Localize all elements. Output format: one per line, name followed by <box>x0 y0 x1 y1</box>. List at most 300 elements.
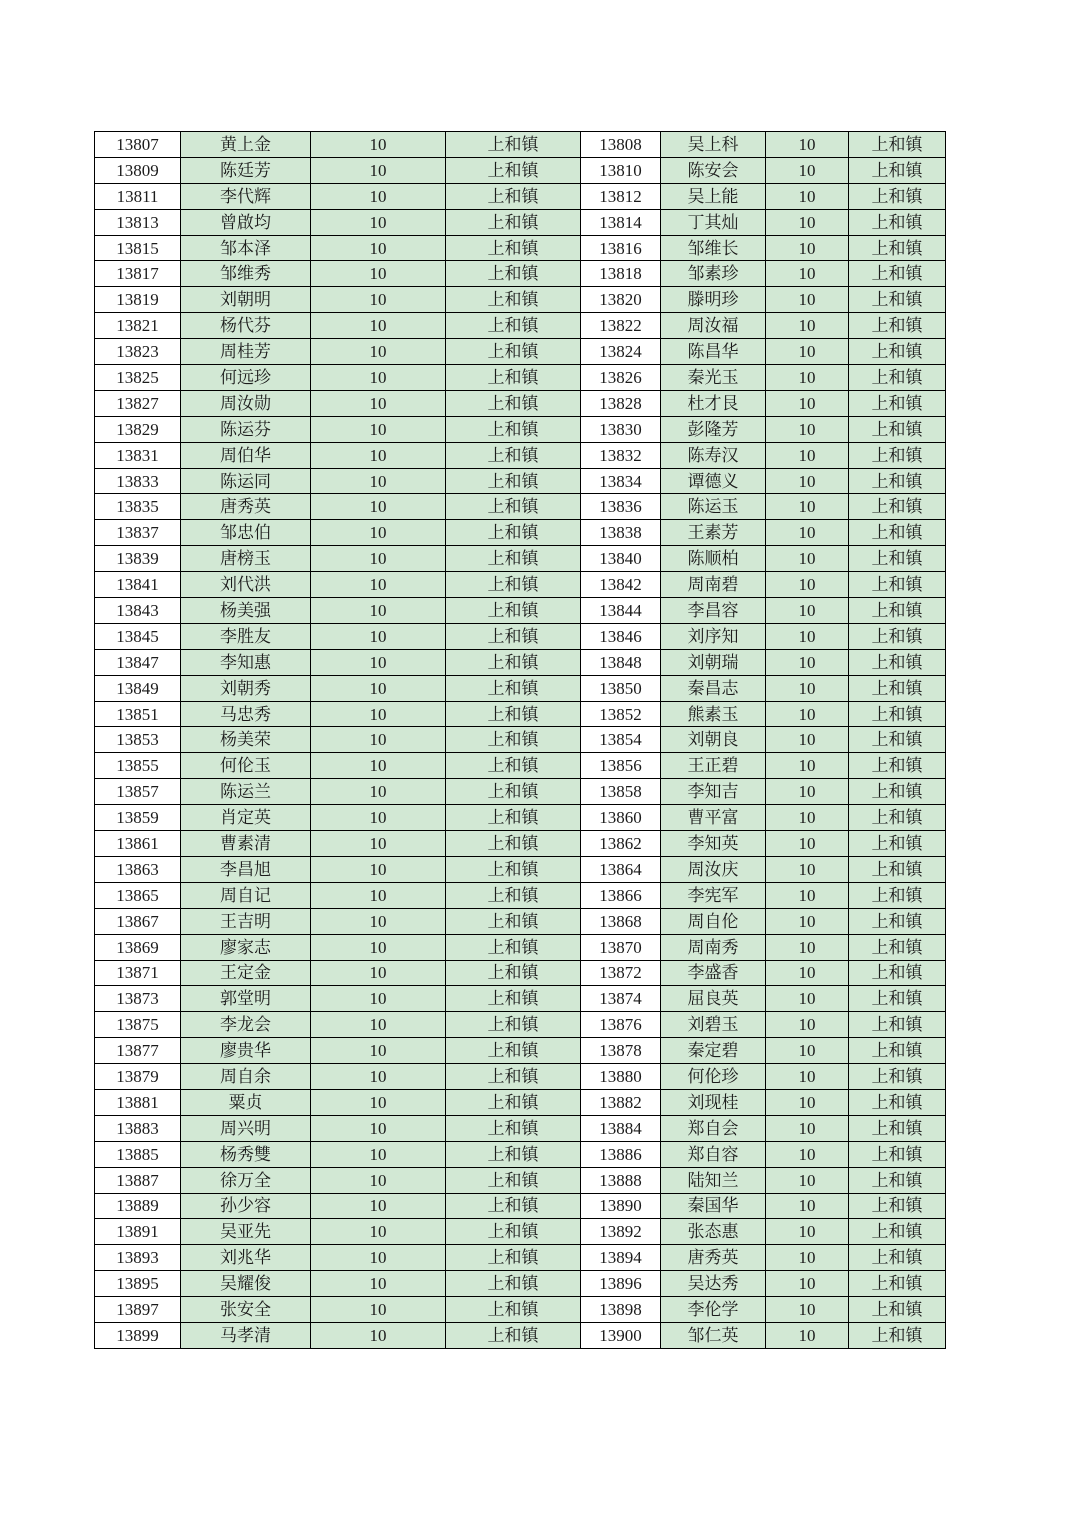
serial-cell: 13900 <box>581 1322 661 1348</box>
town-cell: 上和镇 <box>446 287 581 313</box>
serial-cell: 13852 <box>581 701 661 727</box>
table-row <box>95 701 946 727</box>
table-row <box>95 1141 946 1167</box>
table-row <box>95 287 946 313</box>
serial-cell: 13869 <box>95 934 181 960</box>
town-cell: 上和镇 <box>446 805 581 831</box>
town-cell: 上和镇 <box>446 235 581 261</box>
amount-cell: 10 <box>311 1141 446 1167</box>
serial-cell: 13870 <box>581 934 661 960</box>
name-cell: 李昌旭 <box>181 856 311 882</box>
name-cell: 陆知兰 <box>661 1167 766 1193</box>
town-cell: 上和镇 <box>446 649 581 675</box>
amount-cell: 10 <box>766 1089 849 1115</box>
serial-cell: 13811 <box>95 183 181 209</box>
town-cell: 上和镇 <box>446 727 581 753</box>
serial-cell: 13823 <box>95 339 181 365</box>
name-cell: 邹本泽 <box>181 235 311 261</box>
roster-table-body <box>95 132 946 1349</box>
amount-cell: 10 <box>311 287 446 313</box>
town-cell: 上和镇 <box>446 986 581 1012</box>
town-cell: 上和镇 <box>446 908 581 934</box>
serial-cell: 13867 <box>95 908 181 934</box>
town-cell: 上和镇 <box>849 339 946 365</box>
name-cell: 陈昌华 <box>661 339 766 365</box>
town-cell: 上和镇 <box>849 546 946 572</box>
table-row <box>95 1322 946 1348</box>
table-row <box>95 520 946 546</box>
serial-cell: 13825 <box>95 365 181 391</box>
serial-cell: 13859 <box>95 805 181 831</box>
name-cell: 唐秀英 <box>181 494 311 520</box>
town-cell: 上和镇 <box>849 520 946 546</box>
serial-cell: 13826 <box>581 365 661 391</box>
serial-cell: 13836 <box>581 494 661 520</box>
amount-cell: 10 <box>311 1322 446 1348</box>
table-row <box>95 1193 946 1219</box>
town-cell: 上和镇 <box>446 882 581 908</box>
town-cell: 上和镇 <box>849 908 946 934</box>
serial-cell: 13875 <box>95 1012 181 1038</box>
amount-cell: 10 <box>311 1245 446 1271</box>
table-row <box>95 494 946 520</box>
serial-cell: 13890 <box>581 1193 661 1219</box>
table-row <box>95 157 946 183</box>
name-cell: 邹仁英 <box>661 1322 766 1348</box>
serial-cell: 13814 <box>581 209 661 235</box>
serial-cell: 13813 <box>95 209 181 235</box>
amount-cell: 10 <box>311 727 446 753</box>
table-row <box>95 1038 946 1064</box>
serial-cell: 13894 <box>581 1245 661 1271</box>
name-cell: 刘碧玉 <box>661 1012 766 1038</box>
town-cell: 上和镇 <box>446 1219 581 1245</box>
amount-cell: 10 <box>311 1064 446 1090</box>
amount-cell: 10 <box>311 908 446 934</box>
serial-cell: 13846 <box>581 623 661 649</box>
amount-cell: 10 <box>311 934 446 960</box>
town-cell: 上和镇 <box>849 261 946 287</box>
serial-cell: 13858 <box>581 779 661 805</box>
name-cell: 杨代芬 <box>181 313 311 339</box>
town-cell: 上和镇 <box>849 494 946 520</box>
town-cell: 上和镇 <box>446 753 581 779</box>
name-cell: 李伦学 <box>661 1297 766 1323</box>
name-cell: 王定金 <box>181 960 311 986</box>
serial-cell: 13889 <box>95 1193 181 1219</box>
town-cell: 上和镇 <box>446 416 581 442</box>
amount-cell: 10 <box>766 1064 849 1090</box>
amount-cell: 10 <box>766 313 849 339</box>
town-cell: 上和镇 <box>849 183 946 209</box>
serial-cell: 13812 <box>581 183 661 209</box>
town-cell: 上和镇 <box>849 157 946 183</box>
name-cell: 吴耀俊 <box>181 1271 311 1297</box>
table-row <box>95 934 946 960</box>
name-cell: 刘朝良 <box>661 727 766 753</box>
name-cell: 邹维长 <box>661 235 766 261</box>
amount-cell: 10 <box>766 261 849 287</box>
amount-cell: 10 <box>766 1271 849 1297</box>
amount-cell: 10 <box>766 235 849 261</box>
amount-cell: 10 <box>766 416 849 442</box>
town-cell: 上和镇 <box>849 960 946 986</box>
serial-cell: 13880 <box>581 1064 661 1090</box>
amount-cell: 10 <box>766 520 849 546</box>
name-cell: 刘代洪 <box>181 572 311 598</box>
amount-cell: 10 <box>766 623 849 649</box>
town-cell: 上和镇 <box>849 1064 946 1090</box>
table-row <box>95 1219 946 1245</box>
amount-cell: 10 <box>766 1322 849 1348</box>
serial-cell: 13899 <box>95 1322 181 1348</box>
serial-cell: 13856 <box>581 753 661 779</box>
amount-cell: 10 <box>766 649 849 675</box>
town-cell: 上和镇 <box>446 1297 581 1323</box>
amount-cell: 10 <box>766 1219 849 1245</box>
town-cell: 上和镇 <box>446 779 581 805</box>
amount-cell: 10 <box>766 494 849 520</box>
table-row <box>95 572 946 598</box>
serial-cell: 13841 <box>95 572 181 598</box>
amount-cell: 10 <box>766 157 849 183</box>
town-cell: 上和镇 <box>446 1141 581 1167</box>
name-cell: 张态惠 <box>661 1219 766 1245</box>
amount-cell: 10 <box>766 390 849 416</box>
serial-cell: 13879 <box>95 1064 181 1090</box>
serial-cell: 13876 <box>581 1012 661 1038</box>
serial-cell: 13842 <box>581 572 661 598</box>
serial-cell: 13815 <box>95 235 181 261</box>
town-cell: 上和镇 <box>849 572 946 598</box>
town-cell: 上和镇 <box>849 1297 946 1323</box>
table-row <box>95 468 946 494</box>
table-row <box>95 1012 946 1038</box>
name-cell: 丁其灿 <box>661 209 766 235</box>
town-cell: 上和镇 <box>446 365 581 391</box>
serial-cell: 13896 <box>581 1271 661 1297</box>
name-cell: 周汝勋 <box>181 390 311 416</box>
town-cell: 上和镇 <box>849 132 946 158</box>
amount-cell: 10 <box>766 856 849 882</box>
amount-cell: 10 <box>311 1167 446 1193</box>
serial-cell: 13897 <box>95 1297 181 1323</box>
amount-cell: 10 <box>311 572 446 598</box>
name-cell: 刘朝明 <box>181 287 311 313</box>
amount-cell: 10 <box>766 1193 849 1219</box>
town-cell: 上和镇 <box>446 546 581 572</box>
amount-cell: 10 <box>311 675 446 701</box>
name-cell: 徐万全 <box>181 1167 311 1193</box>
serial-cell: 13892 <box>581 1219 661 1245</box>
amount-cell: 10 <box>311 960 446 986</box>
table-row <box>95 546 946 572</box>
amount-cell: 10 <box>311 313 446 339</box>
name-cell: 李宪军 <box>661 882 766 908</box>
name-cell: 李胜友 <box>181 623 311 649</box>
serial-cell: 13857 <box>95 779 181 805</box>
town-cell: 上和镇 <box>446 209 581 235</box>
amount-cell: 10 <box>311 520 446 546</box>
town-cell: 上和镇 <box>446 1064 581 1090</box>
name-cell: 秦光玉 <box>661 365 766 391</box>
name-cell: 曹平富 <box>661 805 766 831</box>
town-cell: 上和镇 <box>849 675 946 701</box>
amount-cell: 10 <box>311 1219 446 1245</box>
amount-cell: 10 <box>766 960 849 986</box>
serial-cell: 13837 <box>95 520 181 546</box>
name-cell: 何远珍 <box>181 365 311 391</box>
name-cell: 粟贞 <box>181 1089 311 1115</box>
town-cell: 上和镇 <box>446 183 581 209</box>
amount-cell: 10 <box>766 934 849 960</box>
amount-cell: 10 <box>311 1089 446 1115</box>
town-cell: 上和镇 <box>446 1167 581 1193</box>
name-cell: 杜才艮 <box>661 390 766 416</box>
amount-cell: 10 <box>311 856 446 882</box>
name-cell: 周汝福 <box>661 313 766 339</box>
town-cell: 上和镇 <box>446 261 581 287</box>
amount-cell: 10 <box>311 442 446 468</box>
town-cell: 上和镇 <box>446 520 581 546</box>
town-cell: 上和镇 <box>446 598 581 624</box>
serial-cell: 13895 <box>95 1271 181 1297</box>
amount-cell: 10 <box>311 209 446 235</box>
name-cell: 周自记 <box>181 882 311 908</box>
town-cell: 上和镇 <box>849 365 946 391</box>
amount-cell: 10 <box>766 831 849 857</box>
serial-cell: 13886 <box>581 1141 661 1167</box>
town-cell: 上和镇 <box>446 1012 581 1038</box>
town-cell: 上和镇 <box>446 339 581 365</box>
town-cell: 上和镇 <box>849 287 946 313</box>
serial-cell: 13830 <box>581 416 661 442</box>
serial-cell: 13820 <box>581 287 661 313</box>
serial-cell: 13808 <box>581 132 661 158</box>
serial-cell: 13809 <box>95 157 181 183</box>
amount-cell: 10 <box>766 779 849 805</box>
name-cell: 李知英 <box>661 831 766 857</box>
amount-cell: 10 <box>766 546 849 572</box>
town-cell: 上和镇 <box>446 1115 581 1141</box>
town-cell: 上和镇 <box>849 1193 946 1219</box>
name-cell: 刘现桂 <box>661 1089 766 1115</box>
name-cell: 彭隆芳 <box>661 416 766 442</box>
town-cell: 上和镇 <box>849 727 946 753</box>
table-row <box>95 986 946 1012</box>
name-cell: 廖贵华 <box>181 1038 311 1064</box>
serial-cell: 13844 <box>581 598 661 624</box>
town-cell: 上和镇 <box>446 313 581 339</box>
town-cell: 上和镇 <box>446 494 581 520</box>
town-cell: 上和镇 <box>849 390 946 416</box>
serial-cell: 13821 <box>95 313 181 339</box>
amount-cell: 10 <box>766 986 849 1012</box>
serial-cell: 13873 <box>95 986 181 1012</box>
amount-cell: 10 <box>311 986 446 1012</box>
town-cell: 上和镇 <box>849 1089 946 1115</box>
name-cell: 李龙会 <box>181 1012 311 1038</box>
town-cell: 上和镇 <box>446 1322 581 1348</box>
name-cell: 周南碧 <box>661 572 766 598</box>
amount-cell: 10 <box>766 675 849 701</box>
name-cell: 黄上金 <box>181 132 311 158</box>
serial-cell: 13818 <box>581 261 661 287</box>
table-row <box>95 1271 946 1297</box>
table-row <box>95 313 946 339</box>
serial-cell: 13838 <box>581 520 661 546</box>
serial-cell: 13816 <box>581 235 661 261</box>
serial-cell: 13893 <box>95 1245 181 1271</box>
town-cell: 上和镇 <box>446 572 581 598</box>
serial-cell: 13855 <box>95 753 181 779</box>
name-cell: 陈安会 <box>661 157 766 183</box>
table-row <box>95 960 946 986</box>
table-row <box>95 675 946 701</box>
name-cell: 周自余 <box>181 1064 311 1090</box>
town-cell: 上和镇 <box>849 1038 946 1064</box>
amount-cell: 10 <box>311 416 446 442</box>
serial-cell: 13839 <box>95 546 181 572</box>
serial-cell: 13834 <box>581 468 661 494</box>
table-row <box>95 1115 946 1141</box>
town-cell: 上和镇 <box>849 831 946 857</box>
town-cell: 上和镇 <box>849 1167 946 1193</box>
amount-cell: 10 <box>311 779 446 805</box>
town-cell: 上和镇 <box>446 856 581 882</box>
serial-cell: 13862 <box>581 831 661 857</box>
serial-cell: 13819 <box>95 287 181 313</box>
serial-cell: 13847 <box>95 649 181 675</box>
amount-cell: 10 <box>311 261 446 287</box>
amount-cell: 10 <box>311 494 446 520</box>
table-row <box>95 183 946 209</box>
name-cell: 李知吉 <box>661 779 766 805</box>
table-row <box>95 753 946 779</box>
name-cell: 杨美荣 <box>181 727 311 753</box>
amount-cell: 10 <box>311 623 446 649</box>
table-row <box>95 598 946 624</box>
town-cell: 上和镇 <box>849 1322 946 1348</box>
amount-cell: 10 <box>766 1167 849 1193</box>
name-cell: 陈寿汉 <box>661 442 766 468</box>
town-cell: 上和镇 <box>849 986 946 1012</box>
name-cell: 秦国华 <box>661 1193 766 1219</box>
amount-cell: 10 <box>311 546 446 572</box>
name-cell: 孙少容 <box>181 1193 311 1219</box>
table-row <box>95 1089 946 1115</box>
town-cell: 上和镇 <box>446 390 581 416</box>
serial-cell: 13828 <box>581 390 661 416</box>
town-cell: 上和镇 <box>446 1089 581 1115</box>
serial-cell: 13863 <box>95 856 181 882</box>
amount-cell: 10 <box>311 831 446 857</box>
amount-cell: 10 <box>311 805 446 831</box>
name-cell: 曾啟均 <box>181 209 311 235</box>
name-cell: 唐秀英 <box>661 1245 766 1271</box>
serial-cell: 13885 <box>95 1141 181 1167</box>
town-cell: 上和镇 <box>849 1115 946 1141</box>
name-cell: 李昌容 <box>661 598 766 624</box>
town-cell: 上和镇 <box>446 157 581 183</box>
serial-cell: 13833 <box>95 468 181 494</box>
name-cell: 廖家志 <box>181 934 311 960</box>
amount-cell: 10 <box>766 183 849 209</box>
amount-cell: 10 <box>311 1038 446 1064</box>
amount-cell: 10 <box>766 753 849 779</box>
town-cell: 上和镇 <box>849 468 946 494</box>
serial-cell: 13824 <box>581 339 661 365</box>
amount-cell: 10 <box>766 209 849 235</box>
serial-cell: 13864 <box>581 856 661 882</box>
name-cell: 周汝庆 <box>661 856 766 882</box>
table-row <box>95 1064 946 1090</box>
name-cell: 刘序知 <box>661 623 766 649</box>
town-cell: 上和镇 <box>446 701 581 727</box>
serial-cell: 13891 <box>95 1219 181 1245</box>
table-row <box>95 779 946 805</box>
serial-cell: 13827 <box>95 390 181 416</box>
amount-cell: 10 <box>311 882 446 908</box>
amount-cell: 10 <box>766 1038 849 1064</box>
serial-cell: 13887 <box>95 1167 181 1193</box>
name-cell: 马忠秀 <box>181 701 311 727</box>
serial-cell: 13853 <box>95 727 181 753</box>
amount-cell: 10 <box>766 132 849 158</box>
serial-cell: 13872 <box>581 960 661 986</box>
serial-cell: 13845 <box>95 623 181 649</box>
town-cell: 上和镇 <box>446 1038 581 1064</box>
town-cell: 上和镇 <box>849 1245 946 1271</box>
name-cell: 陈运芬 <box>181 416 311 442</box>
name-cell: 李知惠 <box>181 649 311 675</box>
amount-cell: 10 <box>311 132 446 158</box>
town-cell: 上和镇 <box>849 235 946 261</box>
table-row <box>95 856 946 882</box>
town-cell: 上和镇 <box>446 1271 581 1297</box>
table-row <box>95 727 946 753</box>
amount-cell: 10 <box>766 1012 849 1038</box>
amount-cell: 10 <box>311 365 446 391</box>
table-row <box>95 416 946 442</box>
serial-cell: 13854 <box>581 727 661 753</box>
name-cell: 王素芳 <box>661 520 766 546</box>
table-row <box>95 442 946 468</box>
table-row <box>95 882 946 908</box>
amount-cell: 10 <box>766 468 849 494</box>
town-cell: 上和镇 <box>849 882 946 908</box>
serial-cell: 13822 <box>581 313 661 339</box>
name-cell: 杨美强 <box>181 598 311 624</box>
name-cell: 曹素清 <box>181 831 311 857</box>
amount-cell: 10 <box>311 701 446 727</box>
name-cell: 何伦玉 <box>181 753 311 779</box>
amount-cell: 10 <box>311 339 446 365</box>
town-cell: 上和镇 <box>446 623 581 649</box>
name-cell: 张安全 <box>181 1297 311 1323</box>
name-cell: 马孝清 <box>181 1322 311 1348</box>
amount-cell: 10 <box>311 598 446 624</box>
serial-cell: 13850 <box>581 675 661 701</box>
town-cell: 上和镇 <box>849 856 946 882</box>
town-cell: 上和镇 <box>849 623 946 649</box>
town-cell: 上和镇 <box>849 701 946 727</box>
table-row <box>95 339 946 365</box>
amount-cell: 10 <box>766 727 849 753</box>
name-cell: 周南秀 <box>661 934 766 960</box>
town-cell: 上和镇 <box>446 831 581 857</box>
serial-cell: 13860 <box>581 805 661 831</box>
